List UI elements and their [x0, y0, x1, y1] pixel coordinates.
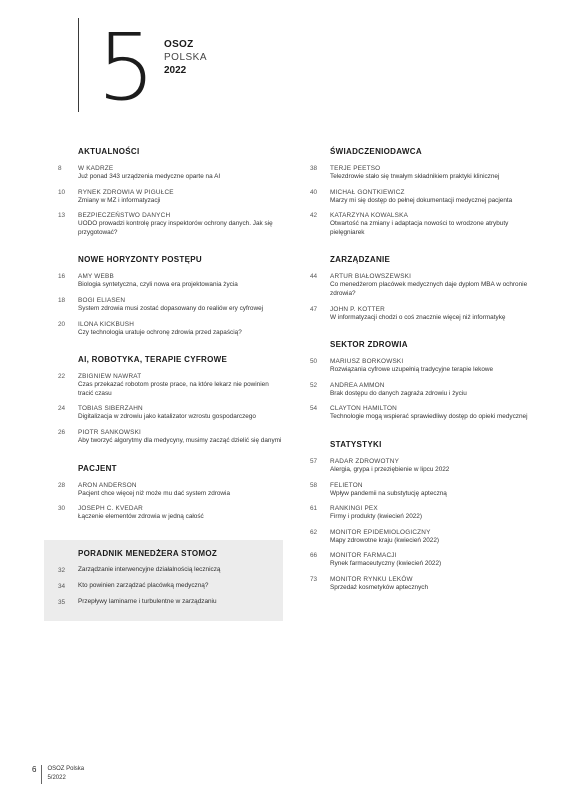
entry-page-number: 8: [58, 165, 62, 172]
entry-text: [78, 598, 279, 607]
toc-boxed-section: [44, 540, 283, 621]
entry-heading: PIOTR SANKOWSKI: [78, 428, 142, 436]
entry-description: System zdrowia musi zostać dopasowany do realiów ery cyfrowej: [78, 304, 264, 312]
section-title: NOWE HORYZONTY POSTĘPU: [78, 255, 202, 265]
toc-section: [48, 355, 283, 445]
entry-description: Zarządzanie interwencyjne działalnością leczniczą: [78, 565, 221, 573]
entry-text: [330, 481, 535, 499]
toc-entry[interactable]: [48, 582, 279, 591]
entry-text: [330, 381, 535, 399]
entry-page-number: 66: [310, 552, 318, 560]
toc-entry[interactable]: [300, 504, 535, 522]
masthead-brand: OSOZ: [164, 39, 194, 50]
entry-page-number: 50: [310, 358, 318, 366]
entry-page-number: 58: [310, 481, 318, 489]
toc-entry[interactable]: [48, 566, 279, 575]
entry-page-number: 57: [310, 457, 318, 465]
entry-page-number: 16: [58, 273, 66, 281]
page-footer: [32, 765, 84, 784]
entry-page-number: 18: [58, 296, 66, 304]
entry-description: Zmiany w MZ i informatyzacji: [78, 196, 161, 204]
entry-text: [78, 481, 283, 499]
toc-section: [48, 464, 283, 522]
entry-page-number: 28: [58, 481, 66, 489]
entry-text: [78, 211, 283, 237]
entry-description: Rozwiązania cyfrowe uzupełnią tradycyjne terapie lekowe: [330, 366, 494, 374]
entry-text: [330, 357, 535, 375]
entry-description: W informatyzacji chodzi o coś znacznie więcej niż informatykę: [330, 313, 506, 321]
entry-heading: JOHN P. KOTTER: [330, 305, 385, 313]
entry-heading: RYNEK ZDROWIA W PIGUŁCE: [78, 188, 174, 196]
entry-heading: CLAYTON HAMILTON: [330, 405, 397, 413]
section-title: AI, ROBOTYKA, TERAPIE CYFROWE: [78, 355, 228, 365]
entry-description: Brak dostępu do danych zagraża zdrowiu i życiu: [330, 389, 467, 397]
entry-page-number: 42: [310, 212, 318, 220]
entry-description: Otwartość na zmiany i adaptacja nowości to wrodzone atrybuty pielęgniarek: [330, 220, 509, 236]
entry-page-number: 32: [58, 566, 66, 574]
entry-heading: TOBIAS SIBERZAHN: [78, 405, 143, 413]
toc-entry[interactable]: [300, 481, 535, 499]
section-title: SEKTOR ZDROWIA: [330, 340, 408, 350]
entry-page-number: 22: [58, 373, 66, 381]
entry-description: Przepływy laminarne i turbulentne w zarządzaniu: [78, 597, 217, 605]
masthead-divider: [78, 18, 79, 112]
toc-entry[interactable]: [48, 164, 283, 182]
section-title: STATYSTYKI: [330, 439, 382, 449]
entry-text: [330, 575, 535, 593]
toc-entry[interactable]: [48, 404, 283, 422]
entry-text: [78, 296, 283, 314]
entry-text: [78, 188, 283, 206]
toc-entry[interactable]: [300, 457, 535, 475]
entry-heading: ARON ANDERSON: [78, 481, 137, 489]
entry-heading: MONITOR RYNKU LEKÓW: [330, 575, 413, 583]
toc-entry[interactable]: [300, 188, 535, 206]
entry-description: Biologia syntetyczna, czyli nowa era projektowania życia: [78, 281, 238, 289]
entry-description: Wpływ pandemii na substytucję apteczną: [330, 489, 447, 497]
entry-description: Pacjent chce więcej niż może mu dać system zdrowia: [78, 489, 231, 497]
entry-description: Co menedżerom placówek medycznych daje dyplom MBA w ochronie zdrowia?: [330, 281, 528, 297]
toc-entry[interactable]: [300, 211, 535, 237]
entry-description: Czy technologia uratuje ochronę zdrowia przed zapaścią?: [78, 328, 242, 336]
entry-text: [330, 504, 535, 522]
footer-page-number: 6: [32, 765, 37, 774]
toc-section: [48, 147, 283, 237]
entry-text: [78, 272, 283, 290]
entry-text: [330, 164, 535, 182]
entry-page-number: 34: [58, 582, 66, 590]
toc-entry[interactable]: [300, 305, 535, 323]
entry-text: [78, 428, 283, 446]
toc-entry[interactable]: [300, 164, 535, 182]
footer-publication: OSOZ Polska: [47, 766, 85, 772]
entry-heading: ARTUR BIAŁOWSZEWSKI: [330, 273, 412, 281]
entry-page-number: 73: [310, 575, 318, 583]
toc-section: [300, 147, 535, 237]
toc-section: [48, 255, 283, 337]
entry-page-number: 61: [310, 505, 318, 513]
entry-description: Technologie mogą wspierać sprawiedliwy dostęp do opieki medycznej: [330, 413, 528, 421]
entry-text: [330, 528, 535, 546]
entry-page-number: 62: [310, 528, 318, 536]
entry-heading: MARIUSZ BORKOWSKI: [330, 358, 404, 366]
entry-page-number: 20: [58, 320, 66, 328]
section-title: PORADNIK MENEDŻERA STOMOZ: [78, 548, 218, 558]
entry-text: [78, 582, 279, 591]
section-title: PACJENT: [78, 463, 117, 473]
toc-entry[interactable]: [48, 504, 283, 522]
entry-heading: RADAR ZDROWOTNY: [330, 457, 400, 465]
entry-description: Alergia, grypa i przeziębienie w lipcu 2022: [330, 465, 450, 473]
toc-section: [300, 340, 535, 422]
toc-entry[interactable]: [48, 188, 283, 206]
entry-heading: FELIETON: [330, 481, 363, 489]
entry-description: Czas przekazać robotom proste prace, na które lekarz nie powinien tracić czasu: [78, 381, 269, 397]
entry-text: [330, 188, 535, 206]
entry-text: [330, 272, 535, 298]
entry-heading: RANKINGI PEX: [330, 505, 378, 513]
entry-heading: ILONA KICKBUSH: [78, 320, 135, 328]
entry-text: [330, 551, 535, 569]
entry-page-number: 35: [58, 598, 66, 606]
entry-text: [78, 164, 283, 182]
entry-heading: AMY WEBB: [78, 273, 114, 281]
entry-page-number: 38: [310, 165, 318, 172]
entry-text: [330, 457, 535, 475]
entry-page-number: 52: [310, 381, 318, 389]
entry-description: Łączenie elementów zdrowia w jedną całość: [78, 513, 204, 521]
entry-description: Sprzedaż kosmetyków aptecznych: [330, 583, 429, 591]
toc-entry[interactable]: [300, 357, 535, 375]
entry-page-number: 54: [310, 405, 318, 413]
entry-page-number: 26: [58, 428, 66, 436]
footer-issue: 5/2022: [47, 774, 66, 781]
entry-description: Mapy zdrowotne kraju (kwiecień 2022): [330, 536, 440, 544]
toc-entry[interactable]: [48, 428, 283, 446]
entry-heading: BOGI ELIASEN: [78, 296, 126, 304]
entry-page-number: 10: [58, 188, 66, 196]
toc-entry[interactable]: [300, 272, 535, 298]
section-title: ŚWIADCZENIODAWCA: [330, 147, 422, 156]
toc-entry[interactable]: [300, 404, 535, 422]
entry-heading: JOSEPH C. KVEDAR: [78, 505, 143, 513]
entry-text: [78, 404, 283, 422]
entry-heading: W KADRZE: [78, 165, 114, 172]
toc-right-column: [300, 147, 535, 611]
entry-text: [78, 372, 283, 398]
toc-entry[interactable]: [48, 320, 283, 338]
entry-description: Już ponad 343 urządzenia medyczne oparte na AI: [78, 173, 221, 180]
toc-entry[interactable]: [48, 211, 283, 237]
masthead-year: 2022: [164, 64, 187, 76]
masthead: [164, 39, 207, 77]
toc-left-column: [48, 147, 283, 639]
toc-entry[interactable]: [48, 481, 283, 499]
toc-entry[interactable]: [300, 575, 535, 593]
masthead-country: POLSKA: [164, 51, 208, 63]
toc-entry[interactable]: [48, 372, 283, 398]
entry-description: Digitalizacja w zdrowiu jako katalizator wzrostu gospodarczego: [78, 413, 256, 421]
entry-heading: ZBIGNIEW NAWRAT: [78, 373, 142, 381]
entry-heading: TERJE PEETSO: [330, 165, 381, 172]
toc-entry[interactable]: [48, 272, 283, 290]
entry-heading: BEZPIECZEŃSTWO DANYCH: [78, 212, 171, 220]
entry-page-number: 30: [58, 505, 66, 513]
entry-description: Rynek farmaceutyczny (kwiecień 2022): [330, 560, 442, 568]
entry-page-number: 40: [310, 188, 318, 196]
entry-heading: MONITOR FARMACJI: [330, 552, 397, 560]
entry-description: Marzy mi się dostęp do pełnej dokumentacji medycznej pacjenta: [330, 196, 513, 204]
entry-text: [330, 404, 535, 422]
entry-description: UODO prowadzi kontrolę pracy inspektorów ochrony danych. Jak się przygotować?: [78, 220, 273, 236]
entry-text: [78, 504, 283, 522]
entry-description: Kto powinien zarządzać placówką medyczną?: [78, 581, 209, 589]
entry-description: Telezdrowie stało się trwałym składnikiem praktyki klinicznej: [330, 173, 500, 180]
section-title: ZARZĄDZANIE: [330, 255, 391, 265]
toc-entry[interactable]: [300, 528, 535, 546]
entry-text: [78, 320, 283, 338]
entry-page-number: 13: [58, 212, 66, 220]
toc-entry[interactable]: [300, 551, 535, 569]
entry-page-number: 44: [310, 273, 318, 281]
entry-text: [330, 305, 535, 323]
entry-heading: MONITOR EPIDEMIOLOGICZNY: [330, 528, 431, 536]
toc-entry[interactable]: [300, 381, 535, 399]
entry-description: Aby tworzyć algorytmy dla medycyny, musimy zacząć dzielić się danymi: [78, 436, 282, 444]
section-title: AKTUALNOŚCI: [78, 147, 140, 156]
entry-heading: MICHAŁ GONTKIEWICZ: [330, 188, 405, 196]
toc-entry[interactable]: [48, 296, 283, 314]
issue-number: 5: [97, 14, 156, 121]
footer-divider: [41, 765, 42, 784]
entry-page-number: 24: [58, 405, 66, 413]
entry-heading: KATARZYNA KOWALSKA: [330, 212, 409, 220]
entry-description: Firmy i produkty (kwiecień 2022): [330, 513, 422, 521]
entry-page-number: 47: [310, 305, 318, 313]
toc-section: [300, 440, 535, 593]
toc-entry[interactable]: [48, 598, 279, 607]
entry-text: [78, 566, 279, 575]
entry-text: [330, 211, 535, 237]
toc-section: [300, 255, 535, 322]
entry-heading: ANDREA AMMON: [330, 381, 385, 389]
